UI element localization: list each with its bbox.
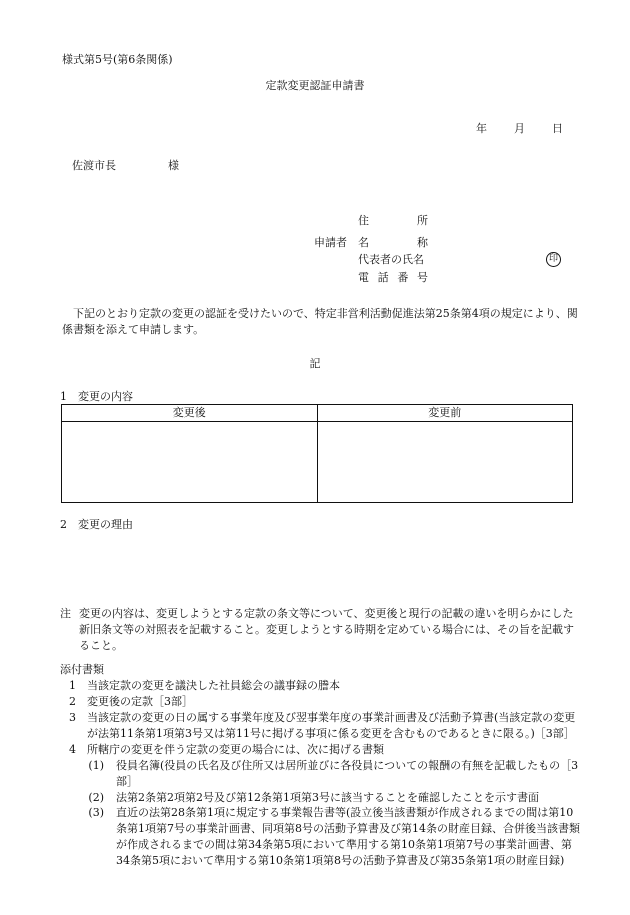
addressee-honorific: 様 [168, 159, 179, 172]
addressee [72, 158, 179, 174]
document-title: 定款変更認証申請書 [265, 79, 365, 92]
note-lead: 注 [60, 607, 71, 620]
applicant-label: 申請者 [314, 236, 347, 249]
seal-mark: 印 [546, 252, 561, 267]
note-paragraph [60, 606, 578, 654]
applicant-field-address: 住所 [358, 214, 428, 227]
table-header-after: 変更後 [62, 405, 318, 422]
table-header-before: 変更前 [317, 405, 573, 422]
applicant-field-representative: 代表者の氏名 [358, 253, 424, 266]
date-year-label: 年 [476, 122, 487, 135]
date-line [476, 121, 563, 137]
attachment-subitem: (2) 法第2条第2項第2号及び第12条第1項第3号に該当することを確認したことを示す書面 [88, 790, 539, 804]
attachments-section [60, 662, 580, 869]
attachment-subitem: (1) 役員名簿(役員の氏名及び住所又は居所並びに各役員についての報酬の有無を記載したもの［3部］ [88, 758, 579, 788]
form-number: 様式第5号(第6条関係) [62, 53, 173, 66]
request-paragraph: 下記のとおり定款の変更の認証を受けたいので、特定非営利活動促進法第25条第4項の規定により、関係書類を添えて申請します。 [62, 307, 578, 336]
note-text: 変更の内容は、変更しようとする定款の条文等について、変更後と現行の記載の違いを明らかにした新旧条文等の対照表を記載すること。変更しようとする時期を定めている場合には、その旨を記載すること。 [79, 607, 574, 652]
table-cell-after[interactable] [62, 421, 318, 502]
table-cell-before[interactable] [317, 421, 573, 502]
section-change-content-label: 1 変更の内容 [60, 390, 133, 403]
change-comparison-table [61, 404, 573, 503]
attachment-subitem: (3) 直近の法第28条第1項に規定する事業報告書等(設立後当該書類が作成されるまでの間は第10条第1項第7号の事業計画書、同項第8号の活動予算書及び第14条の財産目録、合併後当該書類が作成されるまでの間は第34条第5項において準用する第10条第1項第7号の事業計画書、第34条第5項において準用する第10条第1項第8号の活動予算書及び第35条第1項の財産目録) [88, 806, 580, 868]
date-day-label: 日 [552, 122, 563, 135]
attachments-heading: 添付書類 [60, 663, 104, 676]
section-change-reason-label: 2 変更の理由 [60, 518, 133, 531]
attachment-item: 4 所轄庁の変更を伴う定款の変更の場合には、次に掲げる書類 [69, 742, 384, 756]
attachment-item: 1 当該定款の変更を議決した社員総会の議事録の謄本 [69, 678, 340, 692]
addressee-name: 佐渡市長 [72, 159, 116, 172]
ki-heading: 記 [309, 357, 321, 370]
date-month-label: 月 [514, 122, 525, 135]
applicant-field-name: 名称 [358, 236, 428, 249]
attachment-item: 2 変更後の定款［3部］ [69, 694, 193, 708]
applicant-field-phone: 電話番号 [358, 271, 428, 284]
attachment-item: 3 当該定款の変更の日の属する事業年度及び翌事業年度の事業計画書及び活動予算書(当該定款の変更が法第11条第1項第3号又は第11号に掲げる事項に係る変更を含むものであるときに限る。)［3部］ [69, 710, 576, 740]
